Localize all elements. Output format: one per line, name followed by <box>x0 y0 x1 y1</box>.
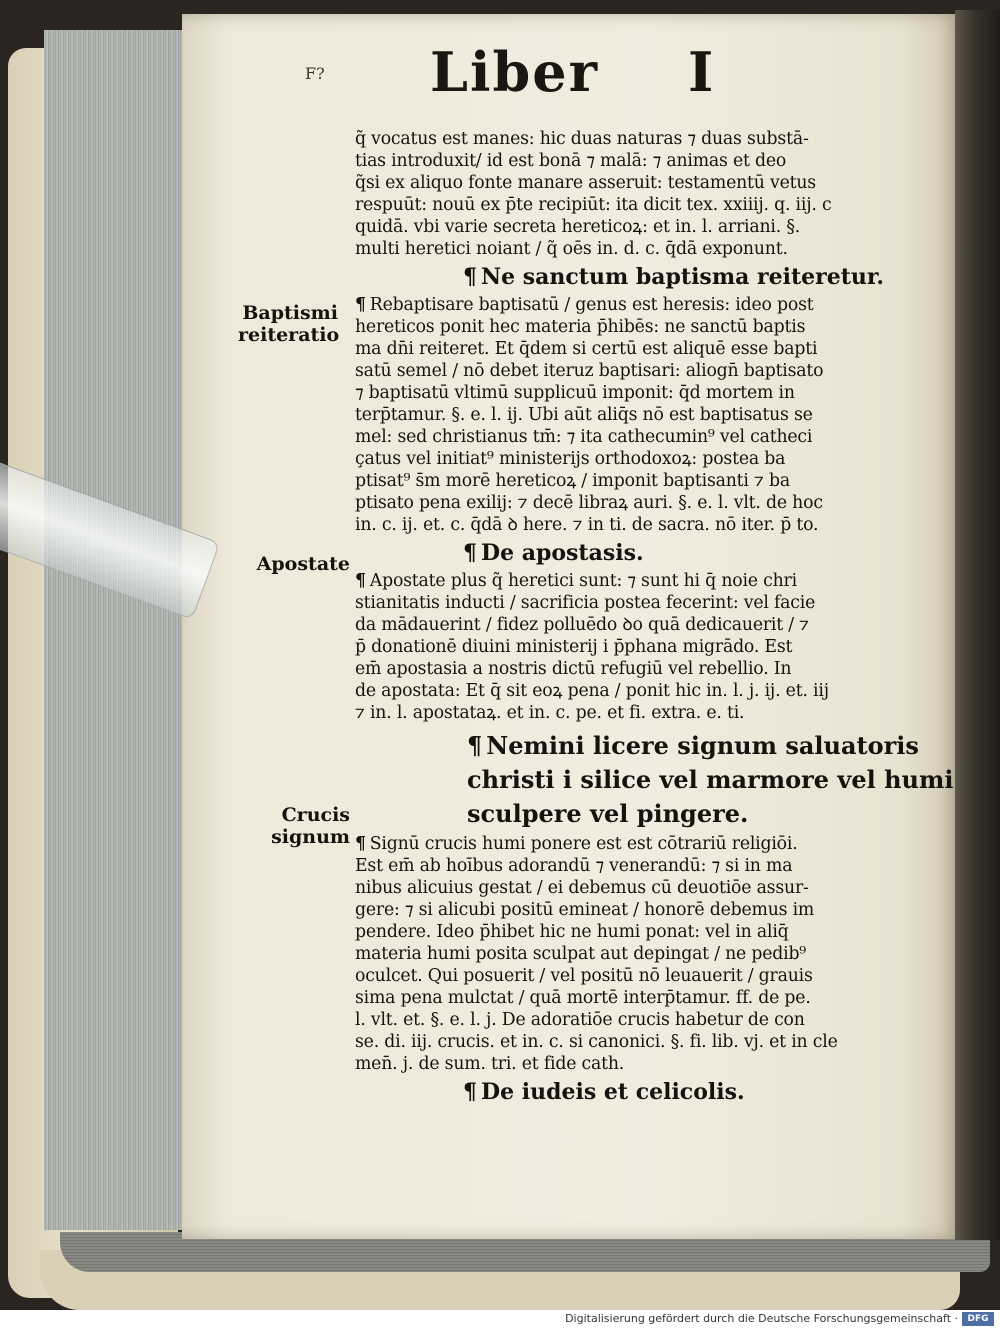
book-gutter <box>955 10 1000 1240</box>
dfg-logo-icon: DFG <box>962 1312 994 1326</box>
margin-note-baptismi <box>238 302 338 346</box>
text-line: multi heretici noiant / q̃ oēs in. d. c. q̄dā exponunt. <box>355 239 788 259</box>
rubric-baptisma <box>463 263 885 291</box>
text-line: p̄ donationē diuini ministerij i p̄phana migrādo. Est <box>355 637 793 657</box>
text-line: respuūt: nouū ex p̄te recipiūt: ita dicit tex. xxiiij. q. iij. c <box>355 195 832 215</box>
text-span: Apostate plus q̃ heretici sunt: ⁊ sunt hi q̄ noie chri <box>369 571 797 591</box>
rubric-signum <box>355 730 954 829</box>
paragraph-4 <box>355 833 885 1075</box>
text-line: mel: sed christianus tm̄: ⁊ ita cathecumin⁹ vel catheci <box>355 427 813 447</box>
margin-note-line: Crucis <box>281 804 350 826</box>
text-line: tias introduxit/ id est bonā ⁊ malā: ⁊ animas et deo <box>355 151 787 171</box>
text-span: Rebaptisare baptisatū / genus est heresis: ideo post <box>369 295 814 315</box>
main-text <box>355 128 954 1109</box>
rubric-line: christi i silice vel marmore vel humi <box>467 765 954 794</box>
text-line: q̃ vocatus est manes: hic duas naturas ⁊ duas substā- <box>355 129 809 149</box>
text-span: Signū crucis humi ponere est est cōtrariū religiōi. <box>369 834 798 854</box>
page-fore-edge <box>44 30 184 1230</box>
text-line: stianitatis inducti / sacrificia postea fecerint: vel facie <box>355 593 816 613</box>
text-line: çatus vel initiat⁹ ministerijs orthodoxoꝝ: postea ba <box>355 449 786 469</box>
text-line: hereticos ponit hec materia p̄hibēs: ne sanctū baptis <box>355 317 806 337</box>
text-line: quidā. vbi varie secreta hereticoꝝ: et in. l. arriani. §. <box>355 217 801 237</box>
margin-note-line: Apostate <box>256 553 350 575</box>
text-line: in. c. ij. et. c. q̄dā ꝺ here. ⁊ in ti. de sacra. nō iter. p̄ to. <box>355 515 819 535</box>
rubric-iudeis <box>463 1078 885 1106</box>
paragraph-3 <box>355 570 885 724</box>
running-head-number: I <box>688 40 716 104</box>
text-line: men̄. j. de sum. tri. et fide cath. <box>355 1054 625 1074</box>
pilcrow-icon: ¶ <box>355 571 366 591</box>
text-line: se. di. iij. crucis. et in. c. si canonici. §. fi. lib. vj. et in cle <box>355 1032 838 1052</box>
pilcrow-icon: ¶ <box>355 834 366 854</box>
text-line <box>355 570 885 592</box>
text-line: satū semel / nō debet iteruz baptisari: aliogn̄ baptisato <box>355 361 824 381</box>
rubric-text: De iudeis et celicolis. <box>481 1079 745 1105</box>
pilcrow-icon: ¶ <box>463 540 477 566</box>
text-line: da mādauerint / fidez polluēdo ꝺo quā dedicauerit / ⁊ <box>355 615 809 635</box>
rubric-line: sculpere vel pingere. <box>467 799 749 828</box>
text-line: ⁊ baptisatū vltimū supplicuū imponit: q̄d mortem in <box>355 383 795 403</box>
margin-note-line: signum <box>271 826 350 848</box>
margin-note-line: Baptismi <box>242 302 338 324</box>
text-line: materia humi posita sculpat aut depingat / ne pedib⁹ <box>355 944 807 964</box>
text-line: em̄ apostasia a nostris dictū refugiū vel rebellio. In <box>355 659 792 679</box>
rubric-apostasis <box>463 539 885 567</box>
pilcrow-icon: ¶ <box>467 731 483 760</box>
margin-note-apostate <box>250 553 350 575</box>
digitization-footer <box>0 1310 1000 1328</box>
text-line: nibus alicuius gestat / ei debemus cū deuotiōe assur- <box>355 878 809 898</box>
text-line: ⁊ in. l. apostataꝝ. et in. c. pe. et fi. extra. e. ti. <box>355 703 745 723</box>
pilcrow-icon: ¶ <box>463 1079 477 1105</box>
rubric-text: De apostasis. <box>481 540 644 566</box>
rubric-line <box>467 730 919 761</box>
text-line: oculcet. Qui posuerit / vel positū nō leuauerit / grauis <box>355 966 813 986</box>
pilcrow-icon: ¶ <box>463 264 477 290</box>
rubric-text: Ne sanctum baptisma reiteretur. <box>481 264 885 290</box>
corner-mark: F? <box>305 64 325 83</box>
margin-note-crucis <box>250 804 350 848</box>
margin-note-line: reiteratio <box>238 324 340 346</box>
text-line: l. vlt. et. §. e. l. j. De adoratiōe crucis habetur de con <box>355 1010 805 1030</box>
running-head <box>430 40 750 104</box>
text-line: ma dn̄i reiteret. Et q̄dem si certū est aliquē esse bapti <box>355 339 818 359</box>
paragraph-1 <box>355 128 885 260</box>
text-line: de apostata: Et q̄ sit eoꝝ pena / ponit hic in. l. j. ij. et. iij <box>355 681 829 701</box>
pilcrow-icon: ¶ <box>355 295 366 315</box>
text-line <box>355 294 885 316</box>
funding-credit: Digitalisierung gefördert durch die Deutsche Forschungsgemeinschaft · <box>565 1312 958 1325</box>
text-line: terp̄tamur. §. e. l. ij. Ubi aūt aliq̄s nō est baptisatus se <box>355 405 813 425</box>
running-head-title: Liber <box>430 40 600 104</box>
text-line: sima pena mulctat / quā mortē interp̄tamur. ff. de pe. <box>355 988 811 1008</box>
text-line <box>355 833 885 855</box>
text-line: pendere. Ideo p̄hibet hic ne humi ponat: vel in aliq̄ <box>355 922 789 942</box>
text-line: q̃si ex aliquo fonte manare asseruit: testamentū vetus <box>355 173 816 193</box>
text-line: ptisat⁹ s̄m morē hereticoꝝ / imponit baptisanti ⁊ ba <box>355 471 790 491</box>
paragraph-2 <box>355 294 885 536</box>
text-line: Est em̄ ab hoībus adorandū ⁊ venerandū: ⁊ si in ma <box>355 856 793 876</box>
text-line: ptisato pena exilij: ⁊ decē libraꝝ auri. §. e. l. vlt. de hoc <box>355 493 823 513</box>
rubric-text: Nemini licere signum saluatoris <box>486 731 919 760</box>
text-line: gere: ⁊ si alicubi positū emineat / honorē debemus im <box>355 900 815 920</box>
